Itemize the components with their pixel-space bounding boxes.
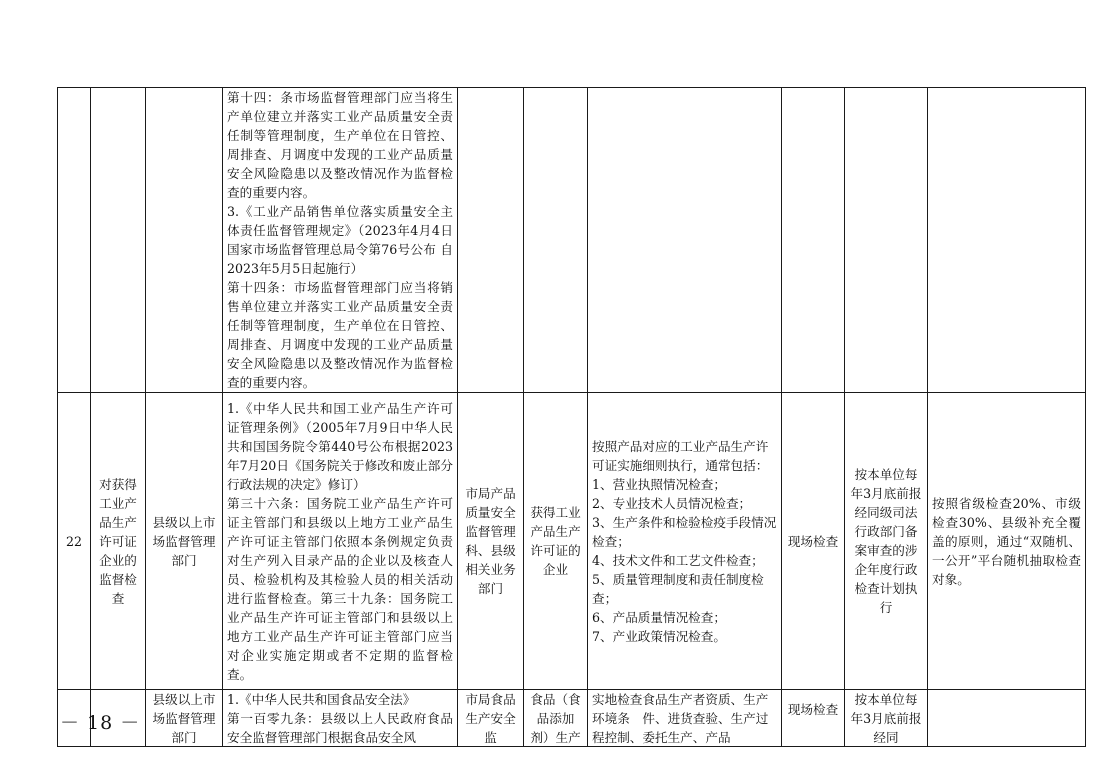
table-row xyxy=(58,690,1086,747)
cell-object: 食品（食品添加剂）生产 xyxy=(530,692,581,745)
cell-legal-basis: 1.《中华人民共和国食品安全法》 第一百零九条：县级以上人民政府食品安全监督管理部门根据食品安全风 xyxy=(227,692,453,745)
cell-department xyxy=(458,88,524,393)
cell-ratio xyxy=(928,690,1086,747)
table-row xyxy=(58,393,1086,690)
cell-legal-basis: 1.《中华人民共和国工业产品生产许可证管理条例》（2005年7月9日中华人民共和国国务院令第440号公布根据2023年7月20日《国务院关于修改和废止部分行政法规的决定》修订） 第三十六条：国务院工业产品生产许可证主管部门和县级以上地方工业产品生产许可证主管部门依照本条例规定负责对生产列入目录产品的企业以及核查人员、检验机构及其检验人员的相关活动进行监督检查。第三十九条：国务院工业产品生产许可证主管部门和县级以上地方工业产品生产许可证主管部门应当对企业实施定期或者不定期的监督检查。 xyxy=(223,393,458,690)
cell-method xyxy=(782,88,845,393)
cell-level: 县级以上市场监督管理部门 xyxy=(146,393,223,690)
cell-legal-basis: 第十四：条市场监督管理部门应当将生产单位建立并落实工业产品质量安全责任制等管理制度，生产单位在日管控、周排查、月调度中发现的工业产品质量安全风险隐患以及整改情况作为监督检查的重要内容。 3.《工业产品销售单位落实质量安全主体责任监督管理规定》（2023年4月4日国家市场监督管理总局令第76号公布 自2023年5月5日起施行） 第十四条：市场监督管理部门应当将销售单位建立并落实工业产品质量安全责任制等管理制度，生产单位在日管控、周排查、月调度中发现的工业产品质量安全风险隐患以及整改情况作为监督检查的重要内容。 xyxy=(223,88,458,393)
cell-number xyxy=(58,88,91,393)
inspection-table xyxy=(57,87,1086,747)
cell-method: 现场检查 xyxy=(787,702,839,717)
cell-number: 22 xyxy=(58,393,91,690)
cell-level: 县级以上市场监督管理部门 xyxy=(152,692,216,745)
cell-content: 实地检查食品生产者资质、生产环境条 件、进货查验、生产过程控制、委托生产、产品 xyxy=(592,692,769,745)
cell-level xyxy=(146,88,223,393)
cell-frequency: 按本单位每年3月底前报经同 xyxy=(850,692,922,745)
cell-frequency xyxy=(845,88,928,393)
cell-department: 市局产品质量安全监督管理科、县级相关业务部门 xyxy=(458,393,524,690)
cell-object xyxy=(524,88,588,393)
cell-frequency: 按本单位每年3月底前报经同级司法行政部门备案审查的涉企年度行政检查计划执行 xyxy=(845,393,928,690)
cell-department: 市局食品生产安全监 xyxy=(465,692,516,745)
cell-method: 现场检查 xyxy=(782,393,845,690)
cell-item xyxy=(91,88,146,393)
page-number: － 18 － xyxy=(60,712,141,734)
cell-ratio xyxy=(928,88,1086,393)
table-row xyxy=(58,88,1086,393)
cell-item: 对获得工业产品生产许可证企业的监督检查 xyxy=(91,393,146,690)
cell-content: 按照产品对应的工业产品生产许可证实施细则执行，通常包括： 1、营业执照情况检查； 2、专业技术人员情况检查； 3、生产条件和检验检疫手段情况检查； 4、技术文件和工艺文件检查； 5、质量管理制度和责任制度检查； 6、产品质量情况检查； 7、产业政策情况检查。 xyxy=(588,393,782,690)
cell-ratio: 按照省级检查20%、市级检查30%、县级补充全覆盖的原则，通过“双随机、一公开”平台随机抽取检查对象。 xyxy=(928,393,1086,690)
cell-object: 获得工业产品生产许可证的企业 xyxy=(524,393,588,690)
cell-content xyxy=(588,88,782,393)
